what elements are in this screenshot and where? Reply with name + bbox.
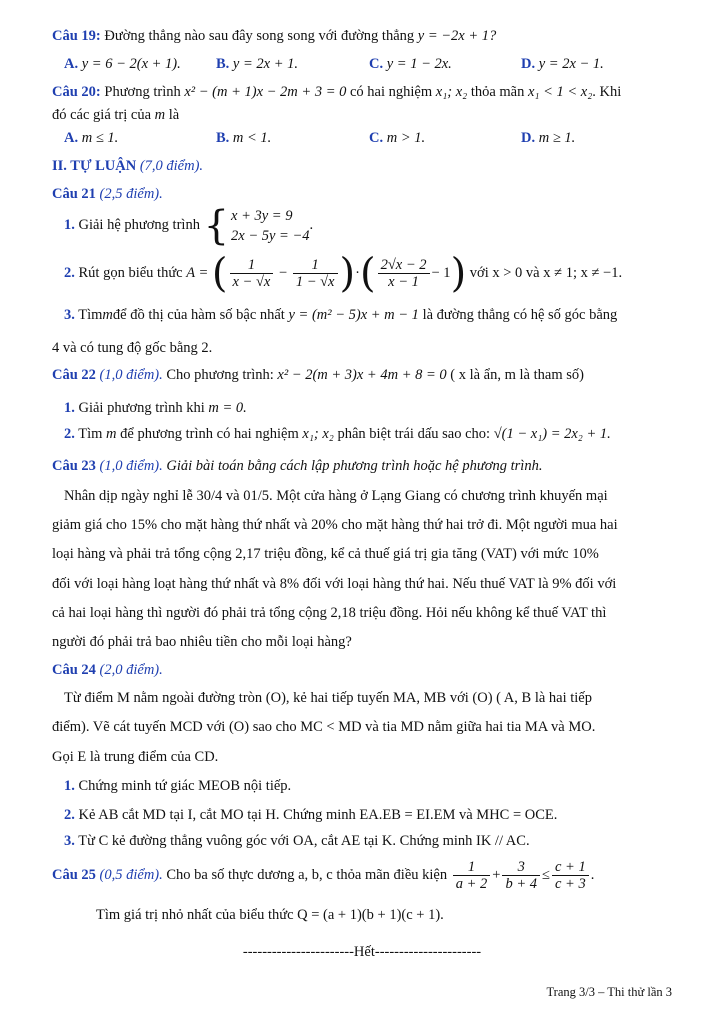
q24-p1-text: Chứng minh tứ giác MEOB nội tiếp. (78, 778, 292, 794)
section-title: II. TỰ LUẬN (52, 158, 137, 174)
q25-points: (0,5 điểm). (99, 867, 163, 883)
q19-option-c (369, 55, 452, 73)
q23-paragraph-line: người đó phải trả bao nhiêu tiền cho mỗi loại hàng? (52, 634, 352, 650)
q19-option-b (216, 55, 298, 73)
q23-label: Câu 23 (52, 458, 96, 474)
fraction-num: 1 (230, 257, 274, 274)
q22-p1-text: Giải phương trình khi (78, 400, 205, 416)
q20-text2: có hai nghiệm (349, 84, 433, 100)
q22-p1-expr: m = 0. (208, 400, 247, 416)
q24-p2-text: Kẻ AB cắt MD tại I, cắt MO tại H. Chứng minh EA.EB = EI.EM và MHC = OCE. (78, 807, 558, 823)
q24-p2-num: 2. (64, 807, 75, 823)
q24-part1 (64, 777, 291, 795)
q21-p3-text3: là đường thẳng có hệ số góc bằng (422, 307, 618, 323)
q21-part1 (64, 203, 313, 247)
paren-open: ( (359, 250, 376, 297)
q19-option-a (64, 55, 181, 73)
option-letter: C. (369, 56, 384, 72)
fraction-den: 1 − √x (295, 274, 335, 291)
q20-label: Câu 20: (52, 84, 101, 100)
q21-p1-text: Giải hệ phương trình (78, 217, 200, 233)
q22-expr: x² − 2(m + 3)x + 4m + 8 = 0 (277, 367, 447, 383)
q23-paragraph-line: loại hàng và phải trả tổng cộng 2,17 triệu đồng, kể cả thuế giá trị gia tăng (VAT) với mức 10% (52, 546, 599, 562)
q22-p2-num: 2. (64, 426, 75, 442)
q21-p3-var: m (102, 307, 113, 323)
minus-sign: − (279, 265, 288, 281)
system-eq1: x + 3y = 9 (231, 207, 293, 224)
q21-p3-text2: để đồ thị của hàm số bậc nhất (112, 307, 285, 323)
q19-text: Đường thẳng nào sau đây song song với đường thẳng (104, 28, 415, 44)
q23-paragraph-line: cả hai loại hàng thì người đó phải trả tổng cộng 2,18 triệu đồng. Hỏi nếu không kể thuế VAT thì (52, 605, 607, 621)
le-sign: ≤ (542, 867, 550, 883)
q22-p1-num: 1. (64, 400, 75, 416)
q22-p2-roots: x₁; x₂ (302, 426, 334, 442)
option-text: y = 2x + 1. (232, 56, 298, 72)
q24-label: Câu 24 (52, 662, 96, 678)
end-mark: -----------------------Hết---------------------- (242, 944, 482, 960)
system-brace: { (203, 202, 230, 249)
q24-points: (2,0 điểm). (99, 662, 163, 678)
paren-close: ) (339, 250, 356, 297)
q21-part3-line2: 4 và có tung độ gốc bằng 2. (52, 340, 213, 356)
option-text: m ≥ 1. (538, 130, 576, 146)
q24-part3 (64, 832, 530, 850)
q20-option-c (369, 129, 425, 147)
q20-text4: . Khi (592, 84, 622, 100)
option-letter: D. (521, 130, 536, 146)
q22-part1 (64, 399, 247, 417)
fraction-den: x − √x (232, 274, 271, 291)
q20-roots: x₁; x₂ (435, 84, 468, 100)
q23-intro: Giải bài toán bằng cách lập phương trình hoặc hệ phương trình. (166, 458, 543, 474)
option-letter: B. (216, 56, 230, 72)
q21-p2-num: 2. (64, 265, 75, 281)
q22-p2-var: m (106, 426, 117, 442)
page-footer: Trang 3/3 – Thi thử lần 3 (546, 985, 672, 999)
section-heading (52, 157, 203, 175)
q19-label: Câu 19: (52, 28, 101, 44)
fraction-num: 2√x − 2 (378, 257, 430, 274)
q21-part3 (64, 306, 617, 324)
q20-line2b: là (168, 107, 180, 123)
q22-p2-expr: √(1 − x₁) = 2x₂ + 1. (493, 426, 611, 442)
q24-paragraph-line: điểm). Vẽ cát tuyến MCD với (O) sao cho MC < MD và tia MD nằm giữa hai tia MA và MO. (52, 719, 596, 735)
q23-paragraph-line: Nhân dịp ngày nghỉ lễ 30/4 và 01/5. Một cửa hàng ở Lạng Giang có chương trình khuyến mại (64, 488, 608, 504)
q22-p2-text2: để phương trình có hai nghiệm (120, 426, 299, 442)
q21-p2-text: Rút gọn biểu thức (78, 265, 183, 281)
q20-line1 (52, 83, 621, 101)
q21-p2-cond: với x > 0 và x ≠ 1; x ≠ −1. (469, 265, 623, 281)
q25-end: . (590, 867, 595, 883)
option-text: y = 1 − 2x. (386, 56, 452, 72)
q19-option-d (521, 55, 604, 73)
fraction-num: c + 1 (552, 859, 589, 876)
option-letter: C. (369, 130, 384, 146)
dot-sign: · (355, 265, 360, 281)
q20-text1: Phương trình (104, 84, 181, 100)
option-text: m < 1. (232, 130, 272, 146)
q20-option-a (64, 129, 118, 147)
fraction-3 (552, 859, 589, 892)
q25-label: Câu 25 (52, 867, 96, 883)
q24-paragraph-line: Gọi E là trung điểm của CD. (52, 749, 219, 765)
q24-part2 (64, 806, 557, 824)
q22-p2-text1: Tìm (78, 426, 103, 442)
q23-points: (1,0 điểm). (99, 458, 163, 474)
q22-note: ( x là ẩn, m là tham số) (450, 367, 584, 383)
fraction-2 (293, 257, 338, 290)
expr-A: A = (186, 265, 209, 281)
q21-p3-expr: y = (m² − 5)x + m − 1 (288, 307, 419, 323)
system-eq2: 2x − 5y = −4 (231, 227, 310, 244)
q21-heading (52, 185, 163, 203)
q22-points: (1,0 điểm). (99, 367, 163, 383)
q22-part2 (64, 425, 611, 443)
q21-p1-num: 1. (64, 217, 75, 233)
paren-close: ) (450, 250, 467, 297)
plus-sign: + (492, 867, 501, 883)
fraction-2 (502, 859, 540, 892)
q20-cond: x₁ < 1 < x₂ (528, 84, 593, 100)
q19-line (52, 27, 496, 45)
q23-heading (52, 457, 542, 475)
q20-line2 (52, 106, 179, 124)
option-text: y = 2x − 1. (538, 56, 604, 72)
q20-option-d (521, 129, 575, 147)
q24-p3-text: Từ C kẻ đường thẳng vuông góc với OA, cắt AE tại K. Chứng minh IK // AC. (78, 833, 530, 849)
fraction-den: c + 3 (554, 876, 586, 893)
q21-p3-num: 3. (64, 307, 75, 323)
section-points: (7,0 điểm). (139, 158, 204, 174)
q22-heading (52, 366, 584, 384)
q24-p3-num: 3. (64, 833, 75, 849)
q22-text: Cho phương trình: (166, 367, 274, 383)
q25-line1 (52, 857, 594, 893)
q20-expr: x² − (m + 1)x − 2m + 3 = 0 (184, 84, 347, 100)
option-letter: A. (64, 56, 79, 72)
option-letter: A. (64, 130, 79, 146)
q24-p1-num: 1. (64, 778, 75, 794)
fraction-den: b + 4 (505, 876, 538, 893)
q24-paragraph-line: Từ điểm M nằm ngoài đường tròn (O), kẻ hai tiếp tuyến MA, MB với (O) ( A, B là hai tiếp (64, 690, 592, 706)
q23-paragraph-line: giảm giá cho 15% cho mặt hàng thứ nhất và 20% cho mặt hàng thứ hai trở đi. Một người mua hai (52, 517, 618, 533)
q25-text: Cho ba số thực dương a, b, c thỏa mãn điều kiện (166, 867, 448, 883)
q21-label: Câu 21 (52, 186, 96, 202)
option-text: m > 1. (386, 130, 426, 146)
fraction-num: 3 (502, 859, 540, 876)
minus-one: − 1 (431, 265, 451, 281)
fraction-1 (230, 257, 274, 290)
q20-option-b (216, 129, 271, 147)
fraction-den: x − 1 (388, 274, 419, 291)
q21-p3-text1: Tìm (78, 307, 103, 323)
q21-p1-end: . (309, 217, 314, 233)
fraction-3 (378, 257, 430, 290)
q21-part2 (64, 250, 623, 297)
option-letter: B. (216, 130, 230, 146)
fraction-den: a + 2 (455, 876, 488, 893)
q22-p2-text3: phân biệt trái dấu sao cho: (337, 426, 491, 442)
q19-expr: y = −2x + 1? (417, 28, 497, 44)
q20-var: m (154, 107, 166, 123)
equation-system (231, 206, 309, 246)
fraction-num: 1 (293, 257, 338, 274)
option-letter: D. (521, 56, 536, 72)
paren-open: ( (211, 250, 228, 297)
q25-line2: Tìm giá trị nhỏ nhất của biểu thức Q = (a + 1)(b + 1)(c + 1). (96, 907, 444, 923)
q20-line2-text: đó các giá trị của (52, 107, 152, 123)
fraction-1 (453, 859, 491, 892)
fraction-num: 1 (453, 859, 491, 876)
q23-paragraph-line: đối với loại hàng loạt hàng thứ nhất và 8% đối với loại hàng thứ hai. Nếu thuế VAT là 9% đối với (52, 576, 617, 592)
option-text: y = 6 − 2(x + 1). (81, 56, 181, 72)
q22-label: Câu 22 (52, 367, 96, 383)
q21-points: (2,5 điểm). (99, 186, 163, 202)
q24-heading (52, 661, 163, 679)
q20-text3: thỏa mãn (470, 84, 525, 100)
option-text: m ≤ 1. (81, 130, 119, 146)
